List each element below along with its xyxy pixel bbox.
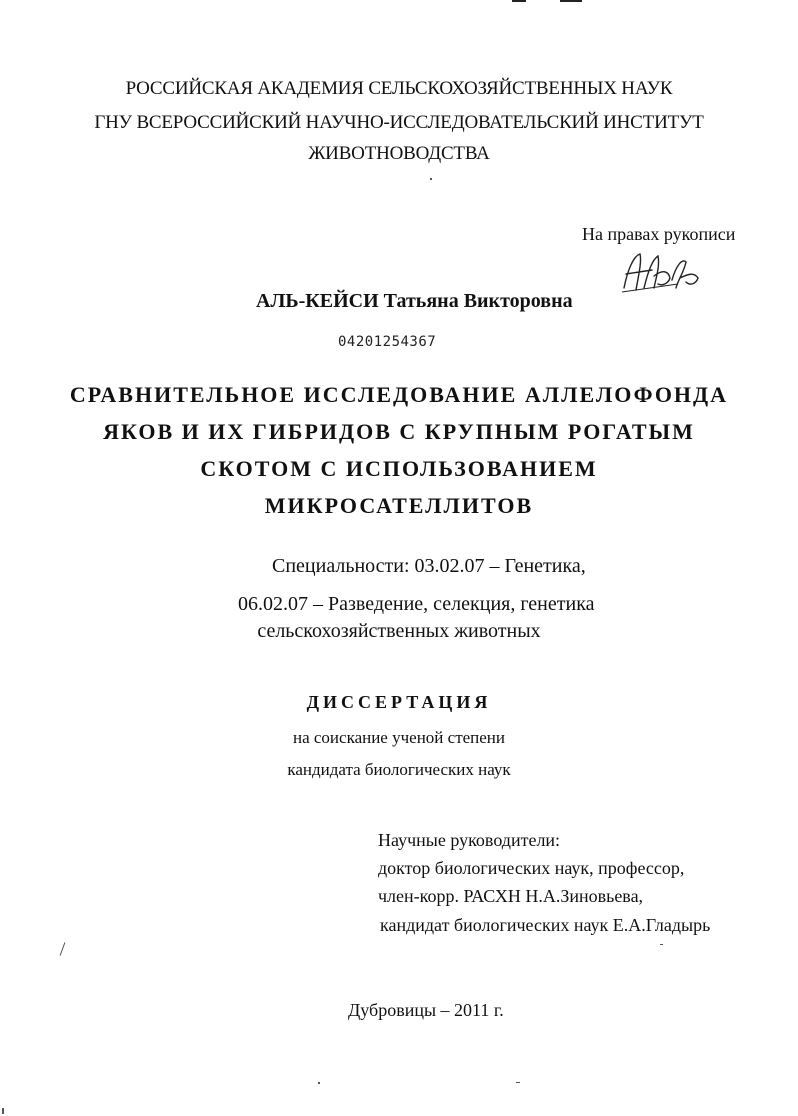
author-name: АЛЬ-КЕЙСИ Татьяна Викторовна <box>256 290 573 312</box>
manuscript-note: На правах рукописи <box>582 224 736 244</box>
institution-line-1: РОССИЙСКАЯ АКАДЕМИЯ СЕЛЬСКОХОЗЯЙСТВЕННЫХ НАУК <box>125 78 673 99</box>
specialty-line-2: 06.02.07 – Разведение, селекция, генетика <box>238 593 595 615</box>
handwritten-signature-icon <box>618 248 708 296</box>
dissertation-line-1: на соискание ученой степени <box>292 728 506 747</box>
specialty-line-1: Специальности: 03.02.07 – Генетика, <box>272 555 586 577</box>
scan-mark <box>512 0 526 2</box>
scan-speck <box>2 1108 4 1114</box>
place-and-year: Дубровицы – 2011 г. <box>348 1000 504 1020</box>
institution-line-3: ЖИВОТНОВОДСТВА <box>308 143 490 164</box>
supervisors-label: Научные руководители: <box>378 830 561 850</box>
supervisor-line-2: член-корр. РАСХН Н.А.Зиновьева, <box>378 886 644 906</box>
title-line-3: СКОТОМ С ИСПОЛЬЗОВАНИЕМ <box>200 456 598 481</box>
scan-speck <box>516 1082 520 1083</box>
registry-code: 04201254367 <box>338 334 437 350</box>
dissertation-heading: ДИССЕРТАЦИЯ <box>306 692 492 712</box>
title-line-2: ЯКОВ И ИХ ГИБРИДОВ С КРУПНЫМ РОГАТЫМ <box>103 419 695 444</box>
scan-speck <box>430 178 432 180</box>
title-line-4: МИКРОСАТЕЛЛИТОВ <box>264 493 534 518</box>
supervisor-line-1: доктор биологических наук, профессор, <box>378 858 685 878</box>
title-line-1: СРАВНИТЕЛЬНОЕ ИССЛЕДОВАНИЕ АЛЛЕЛОФОНДА <box>69 382 729 407</box>
scan-speck <box>318 1082 320 1084</box>
institution-line-2: ГНУ ВСЕРОССИЙСКИЙ НАУЧНО-ИССЛЕДОВАТЕЛЬСКИЙ ИНСТИТУТ <box>94 112 704 133</box>
supervisor-line-3: кандидат биологических наук Е.А.Гладырь <box>380 915 711 935</box>
specialty-line-3: сельскохозяйственных животных <box>257 620 541 642</box>
dissertation-line-2: кандидата биологических наук <box>287 760 511 779</box>
scan-mark <box>560 0 582 2</box>
scan-speck <box>60 942 66 955</box>
scan-speck <box>660 944 663 945</box>
